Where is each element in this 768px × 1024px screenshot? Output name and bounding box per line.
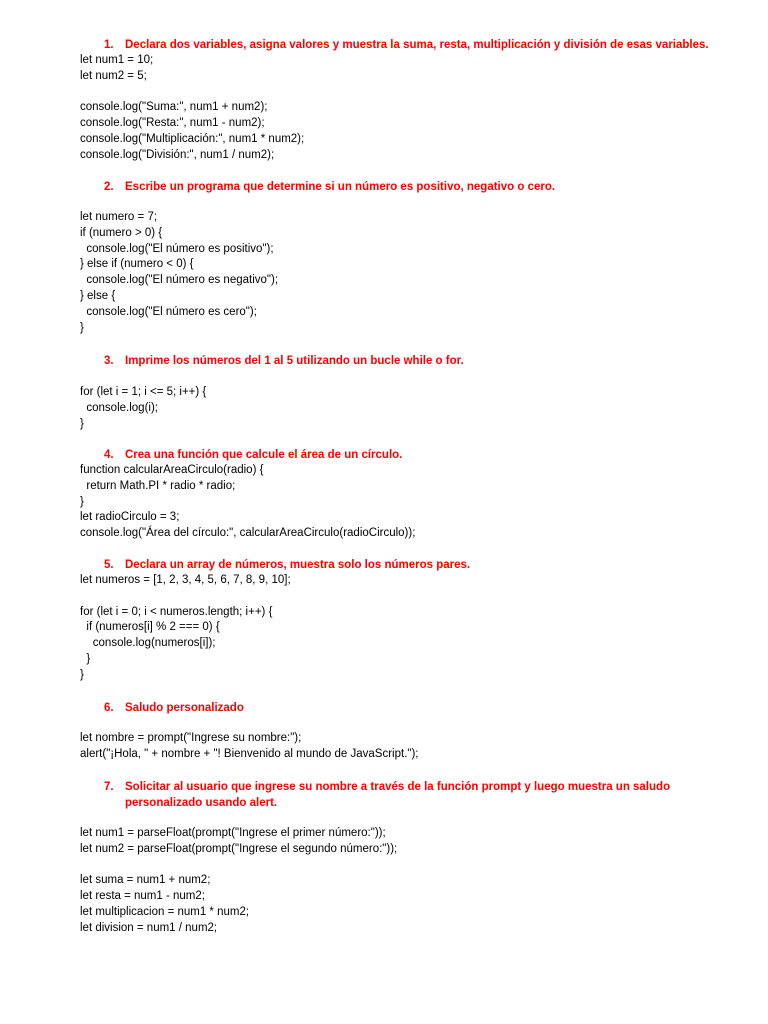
section-6-number: 6. (104, 702, 114, 714)
section-5-heading-text: Declara un array de números, muestra solo los números pares. (125, 559, 471, 571)
section-2-heading (80, 179, 720, 195)
code-line: let radioCirculo = 3; (80, 511, 180, 524)
section-6-heading (80, 700, 720, 716)
section-2-number: 2. (104, 181, 114, 193)
section-7-code (80, 826, 397, 937)
code-line: console.log("El número es negativo"); (80, 274, 279, 287)
code-line: } (80, 417, 84, 430)
code-line (80, 589, 291, 605)
code-line: if (numeros[i] % 2 === 0) { (80, 621, 220, 634)
section-4-number: 4. (104, 449, 114, 461)
section-6-heading-text: Saludo personalizado (125, 702, 244, 714)
code-line: } (80, 668, 84, 681)
code-line: console.log("Suma:", num1 + num2); (80, 101, 268, 114)
section-6-code (80, 731, 419, 763)
section-1-number: 1. (104, 39, 114, 51)
code-line: let num2 = parseFloat(prompt("Ingrese el segundo número:")); (80, 842, 398, 855)
code-line (80, 858, 397, 874)
code-line: alert("¡Hola, " + nombre + "! Bienvenido al mundo de JavaScript."); (80, 747, 419, 760)
section-7-heading-text: Solicitar al usuario que ingrese su nombre a través de la función prompt y luego muestra un saludo personalizado usando alert. (125, 781, 671, 809)
section-5-code (80, 573, 291, 684)
section-7-heading (80, 779, 720, 811)
code-line: for (let i = 0; i < numeros.length; i++) { (80, 605, 273, 618)
code-line: } (80, 652, 91, 665)
code-line: console.log(numeros[i]); (80, 637, 216, 650)
section-2-heading-text: Escribe un programa que determine si un número es positivo, negativo o cero. (125, 181, 556, 193)
section-5-number: 5. (104, 559, 114, 571)
section-3-heading-text: Imprime los números del 1 al 5 utilizando un bucle while o for. (125, 355, 464, 367)
code-line: console.log("Área del círculo:", calcularAreaCirculo(radioCirculo)); (80, 527, 416, 540)
code-line: console.log("Resta:", num1 - num2); (80, 117, 265, 130)
code-line: let multiplicacion = num1 * num2; (80, 905, 250, 918)
code-line: for (let i = 1; i <= 5; i++) { (80, 386, 207, 398)
section-3-number: 3. (104, 355, 114, 367)
code-line: let suma = num1 + num2; (80, 874, 211, 887)
code-line (80, 85, 304, 101)
code-line: let resta = num1 - num2; (80, 890, 205, 903)
code-line: if (numero > 0) { (80, 226, 163, 239)
section-1-code (80, 53, 304, 164)
section-5-heading (80, 557, 720, 573)
code-line: console.log("El número es cero"); (80, 305, 257, 318)
code-line: function calcularAreaCirculo(radio) { (80, 464, 264, 476)
code-line: let division = num1 / num2; (80, 921, 218, 934)
code-line: console.log("Multiplicación:", num1 * num2); (80, 132, 305, 145)
section-1-heading (80, 37, 720, 53)
code-line: } else { (80, 289, 116, 302)
section-3-heading (80, 353, 720, 369)
section-7-number: 7. (104, 781, 114, 793)
code-line: console.log(i); (80, 401, 158, 414)
section-4-code (80, 463, 415, 542)
code-line: let numero = 7; (80, 211, 158, 223)
section-4-heading (80, 447, 720, 463)
code-line: } (80, 495, 84, 508)
code-line: console.log("El número es positivo"); (80, 242, 274, 255)
section-2-code (80, 210, 278, 336)
code-line: console.log("División:", num1 / num2); (80, 148, 275, 161)
code-line: return Math.PI * radio * radio; (80, 479, 236, 492)
code-line: let numeros = [1, 2, 3, 4, 5, 6, 7, 8, 9, 10]; (80, 574, 291, 586)
code-line: let num1 = 10; (80, 54, 154, 66)
code-line: } else if (numero < 0) { (80, 258, 194, 271)
section-3-code (80, 385, 206, 432)
code-line: let num2 = 5; (80, 69, 147, 82)
code-line: let num1 = parseFloat(prompt("Ingrese el primer número:")); (80, 827, 386, 839)
section-4-heading-text: Crea una función que calcule el área de un círculo. (125, 449, 403, 461)
section-1-heading-text: Declara dos variables, asigna valores y muestra la suma, resta, multiplicación y división de esas variables. (125, 39, 709, 51)
code-line: } (80, 321, 84, 334)
code-line: let nombre = prompt("Ingrese su nombre:"); (80, 732, 302, 744)
